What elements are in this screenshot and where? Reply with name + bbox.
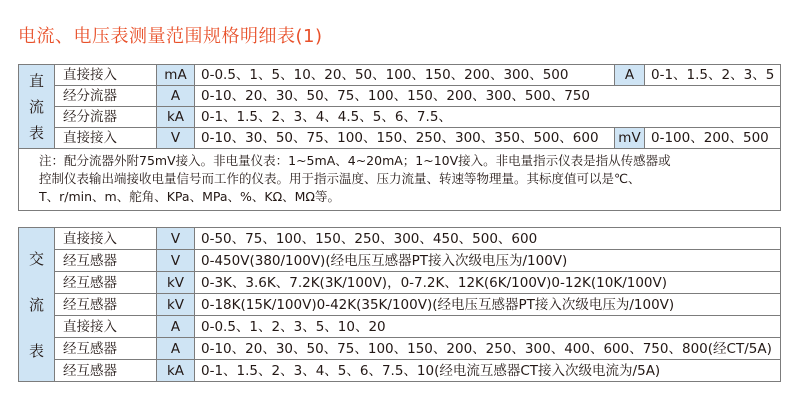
- table-row: [19, 272, 781, 294]
- row-name: 直接接入: [55, 228, 157, 250]
- unit-cell: mV: [615, 128, 645, 149]
- row-name: 经互感器: [55, 360, 157, 382]
- unit-cell: V: [157, 228, 195, 250]
- range-values: 0-10、20、30、50、75、100、150、200、300、500、750: [195, 86, 781, 107]
- range-values: 0-50、75、100、150、250、300、450、500、600: [195, 228, 781, 250]
- unit-cell: A: [157, 316, 195, 338]
- row-name: 直接接入: [55, 65, 157, 86]
- category-char: 表: [28, 123, 44, 142]
- unit-cell: A: [615, 65, 645, 86]
- note-line: 控制仪表输出端接收电量信号而工作的仪表。用于指示温度、压力流量、转速等物理量。其标度值可以是℃、: [39, 171, 641, 186]
- note-line: T、r/min、m、舵角、KPa、MPa、%、KΩ、MΩ等。: [39, 189, 340, 204]
- unit-cell: V: [157, 128, 195, 149]
- unit-cell: kV: [157, 294, 195, 316]
- row-name: 直接接入: [55, 316, 157, 338]
- table-row: [19, 250, 781, 272]
- unit-cell: kV: [157, 272, 195, 294]
- table-row: [19, 338, 781, 360]
- table-row: [19, 65, 781, 86]
- range-values: 0-0.5、1、5、10、20、50、100、150、200、300、500: [195, 65, 615, 86]
- table-row: [19, 228, 781, 250]
- unit-cell: A: [157, 338, 195, 360]
- range-values: 0-10、30、50、75、100、150、250、300、350、500、600: [195, 128, 615, 149]
- row-name: 经分流器: [55, 107, 157, 128]
- unit-cell: A: [157, 86, 195, 107]
- table-row: [19, 107, 781, 128]
- table-row: [19, 316, 781, 338]
- ac-category-cell: [19, 228, 55, 382]
- category-char: 流: [28, 295, 44, 314]
- range-values: 0-18K(15K/100V)0-42K(35K/100V)(经电压互感器PT接入次级电压为/100V): [195, 294, 781, 316]
- range-values: 0-100、200、500: [645, 128, 781, 149]
- note-cell: [19, 149, 781, 211]
- unit-cell: kA: [157, 107, 195, 128]
- range-values: 0-10、20、30、50、75、100、150、200、250、300、400、600、750、800(经CT/5A): [195, 338, 781, 360]
- range-values: 0-3K、3.6K、7.2K(3K/100V)，0-7.2K、12K(6K/100V)0-12K(10K/100V): [195, 272, 781, 294]
- range-values: 0-1、1.5、2、3、4、5、6、7.5、10(经电流互感器CT接入次级电流为/5A): [195, 360, 781, 382]
- category-char: 表: [28, 341, 44, 360]
- category-char: 流: [28, 97, 44, 116]
- row-name: 直接接入: [55, 128, 157, 149]
- category-char: 直: [28, 71, 44, 90]
- ac-spec-table: [18, 227, 781, 382]
- unit-cell: mA: [157, 65, 195, 86]
- note-line: 注：配分流器外附75mV接入。非电量仪表：1~5mA、4~20mA；1~10V接入。非电量指示仪表是指从传感器或: [39, 153, 671, 168]
- unit-cell: V: [157, 250, 195, 272]
- row-name: 经分流器: [55, 86, 157, 107]
- dc-category-cell: [19, 65, 55, 149]
- table-row: [19, 86, 781, 107]
- range-values: 0-1、1.5、2、3、5: [645, 65, 781, 86]
- row-name: 经互感器: [55, 250, 157, 272]
- row-name: 经互感器: [55, 272, 157, 294]
- table-row: [19, 294, 781, 316]
- range-values: 0-0.5、1、2、3、5、10、20: [195, 316, 781, 338]
- table-row: [19, 360, 781, 382]
- note-row: [19, 149, 781, 211]
- row-name: 经互感器: [55, 294, 157, 316]
- table-row: [19, 128, 781, 149]
- page-title: 电流、电压表测量范围规格明细表(1): [18, 26, 323, 47]
- range-values: 0-450V(380/100V)(经电压互感器PT接入次级电压为/100V): [195, 250, 781, 272]
- dc-spec-table: [18, 64, 781, 211]
- range-values: 0-1、1.5、2、3、4、4.5、5、6、7.5、: [195, 107, 781, 128]
- unit-cell: kA: [157, 360, 195, 382]
- row-name: 经互感器: [55, 338, 157, 360]
- category-char: 交: [28, 249, 44, 268]
